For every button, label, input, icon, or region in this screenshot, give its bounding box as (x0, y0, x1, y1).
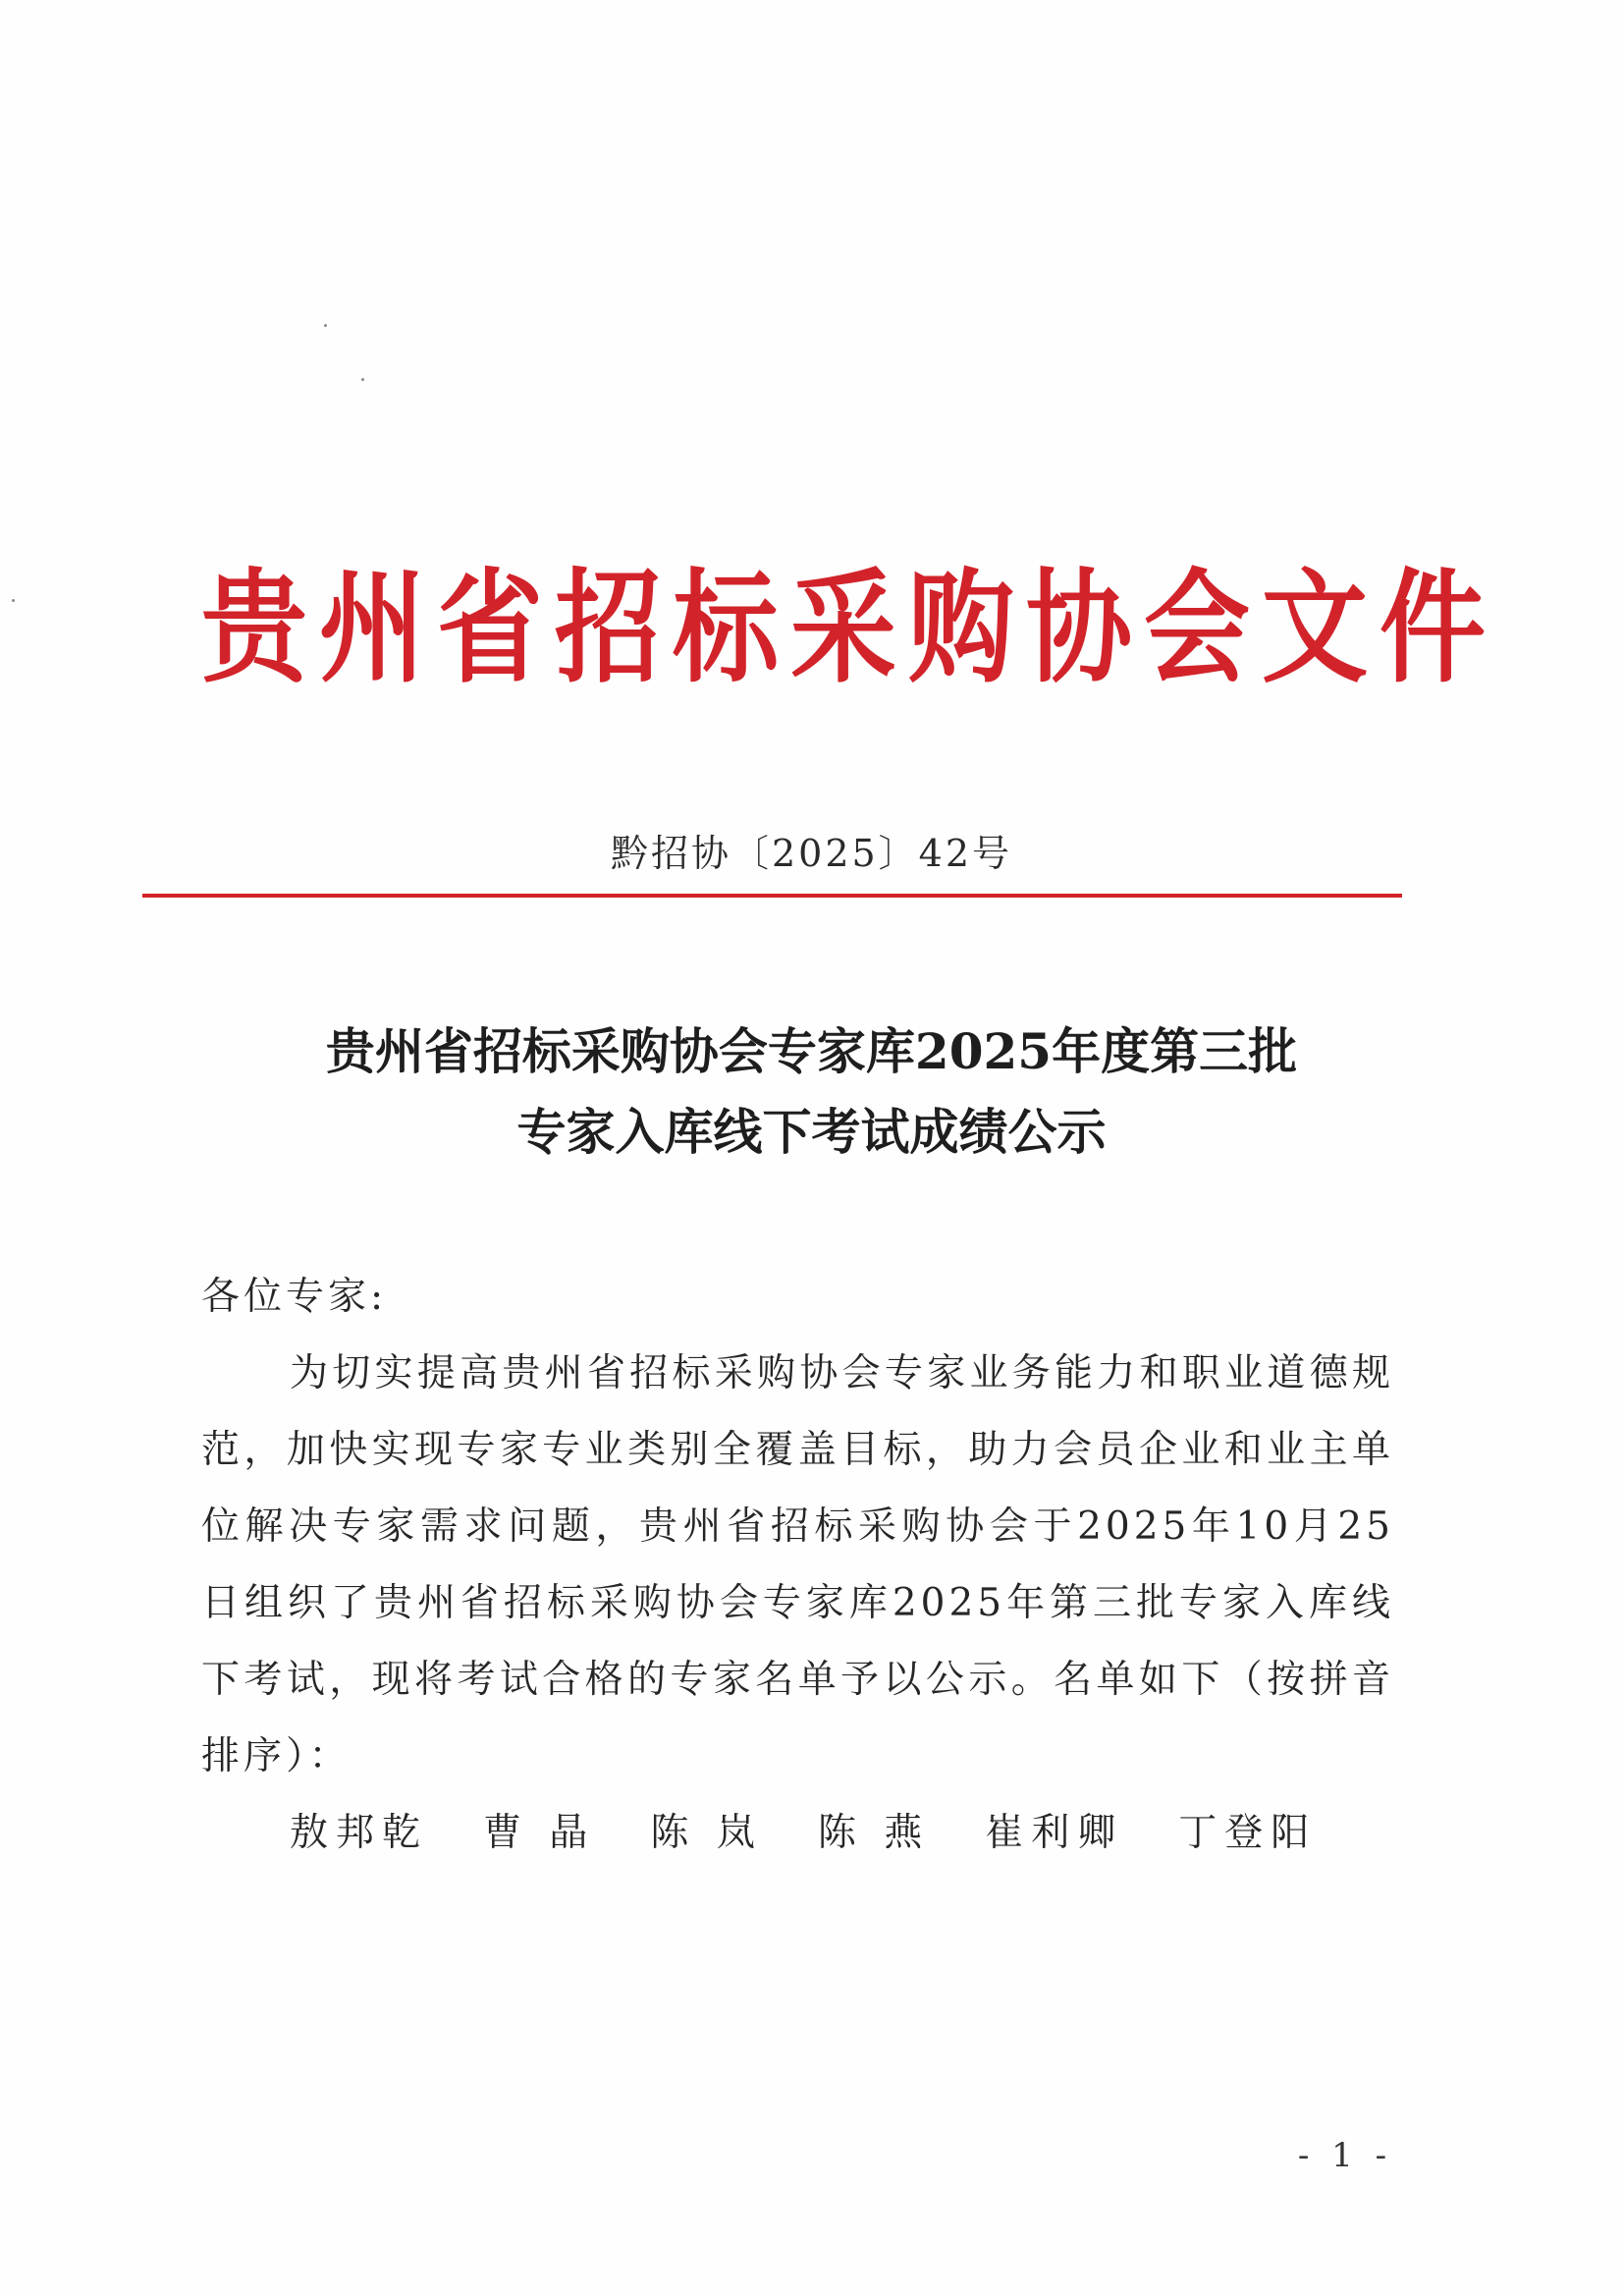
expert-name: 丁登阳 (1178, 1811, 1318, 1855)
salutation: 各位专家: (201, 1275, 388, 1319)
expert-name-list (201, 1795, 1394, 1872)
expert-name: 崔利卿 (985, 1811, 1124, 1855)
expert-name: 敖邦乾 (290, 1811, 429, 1855)
masthead-title: 贵州省招标采购协会文件 (201, 557, 1498, 700)
scan-speck (324, 324, 327, 327)
red-divider (142, 894, 1402, 898)
expert-name: 曹 晶 (483, 1811, 596, 1855)
scan-speck (361, 378, 364, 381)
expert-name: 陈 燕 (817, 1811, 931, 1855)
notice-body (201, 1259, 1394, 1872)
page-number: - 1 - (1297, 2136, 1393, 2175)
body-paragraph: 为切实提高贵州省招标采购协会专家业务能力和职业道德规范，加快实现专家专业类别全覆盖目标，助力会员企业和业主单位解决专家需求问题，贵州省招标采购协会于2025年10月25日组织了贵州省招标采购协会专家库2025年第三批专家入库线下考试，现将考试合格的专家名单予以公示。名单如下（按拼音排序）： (201, 1351, 1394, 1778)
notice-title-line-1: 贵州省招标采购协会专家库2025年度第三批 (325, 1022, 1298, 1080)
document-number: 黔招协〔2025〕42号 (610, 832, 1013, 875)
notice-title-line-2: 专家入库线下考试成绩公示 (516, 1103, 1107, 1161)
expert-name: 陈 岚 (650, 1811, 763, 1855)
scan-speck (12, 599, 15, 602)
notice-title (0, 1011, 1623, 1173)
